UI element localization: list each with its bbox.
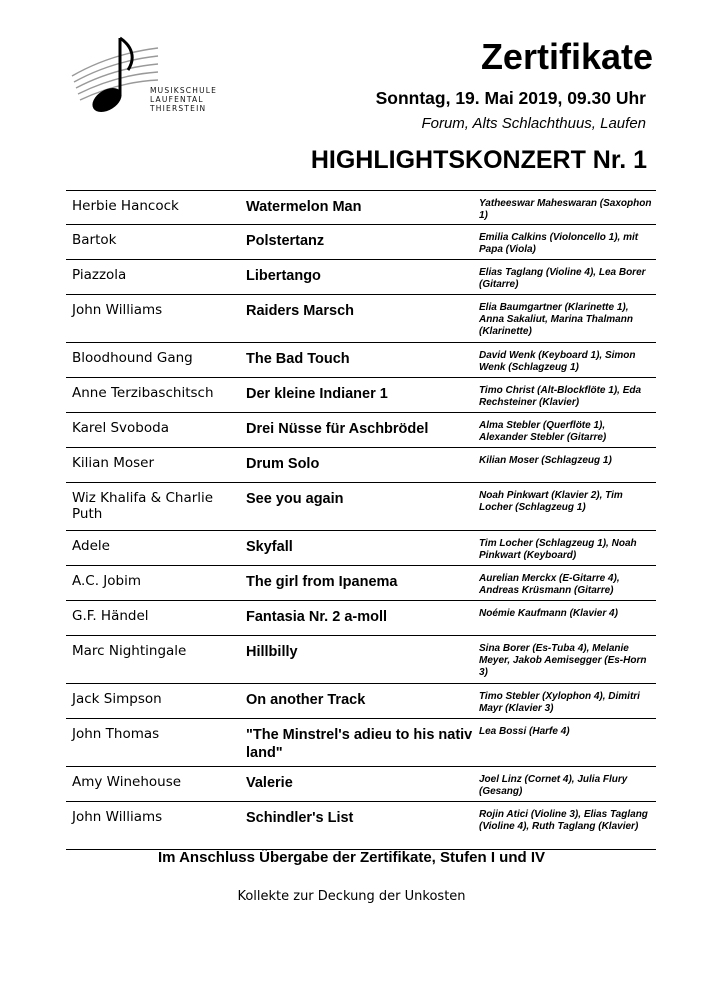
- program-row: [66, 802, 656, 850]
- composer-cell: Karel Svoboda: [72, 420, 169, 436]
- composer-cell: Jack Simpson: [72, 691, 162, 707]
- composer-cell: Marc Nightingale: [72, 643, 187, 659]
- piece-cell: Der kleine Indianer 1: [246, 386, 388, 402]
- performers-cell: Yatheeswar Maheswaran (Saxophon 1): [479, 198, 652, 221]
- composer-cell: Piazzola: [72, 267, 127, 283]
- piece-cell: The girl from Ipanema: [246, 574, 398, 590]
- program-row: [66, 684, 656, 719]
- composer-cell: A.C. Jobim: [72, 573, 142, 589]
- page-title: Zertifikate: [480, 36, 653, 77]
- performers-cell: David Wenk (Keyboard 1), Simon Wenk (Schlagzeug 1): [479, 350, 636, 373]
- piece-cell: See you again: [246, 491, 344, 507]
- performers-cell: Elia Baumgartner (Klarinette 1), Anna Sakaliut, Marina Thalmann (Klarinette): [479, 302, 633, 337]
- piece-cell: "The Minstrel's adieu to his nativ land": [246, 727, 473, 761]
- piece-cell: Drei Nüsse für Aschbrödel: [246, 421, 429, 437]
- program-row: [66, 483, 656, 531]
- program-row: [66, 531, 656, 566]
- program-row: [66, 295, 656, 343]
- performers-cell: Timo Stebler (Xylophon 4), Dimitri Mayr (Klavier 3): [479, 691, 640, 714]
- performers-cell: Alma Stebler (Querflöte 1), Alexander Stebler (Gitarre): [479, 420, 607, 443]
- performers-cell: Timo Christ (Alt-Blockflöte 1), Eda Rechsteiner (Klavier): [479, 385, 642, 408]
- piece-cell: Watermelon Man: [246, 199, 362, 215]
- program-row: [66, 566, 656, 601]
- composer-cell: Bartok: [72, 232, 117, 248]
- footer-announcement: Im Anschluss Übergabe der Zertifikate, Stufen I und IV: [157, 849, 546, 866]
- program-row: [66, 601, 656, 636]
- program-row: [66, 378, 656, 413]
- composer-cell: Amy Winehouse: [72, 774, 182, 790]
- piece-cell: Fantasia Nr. 2 a-moll: [246, 609, 388, 625]
- performers-cell: Tim Locher (Schlagzeug 1), Noah Pinkwart (Keyboard): [479, 538, 637, 561]
- piece-cell: Libertango: [246, 268, 321, 284]
- composer-cell: Wiz Khalifa & Charlie Puth: [72, 490, 214, 522]
- performers-cell: Lea Bossi (Harfe 4): [479, 726, 570, 737]
- performers-cell: Sina Borer (Es-Tuba 4), Melanie Meyer, Jakob Aemisegger (Es-Horn 3): [479, 643, 647, 678]
- footer-note: Kollekte zur Deckung der Unkosten: [237, 889, 466, 904]
- piece-cell: The Bad Touch: [246, 351, 350, 367]
- composer-cell: John Thomas: [72, 726, 160, 742]
- logo-line-3: THIERSTEIN: [150, 104, 207, 113]
- piece-cell: Polstertanz: [246, 233, 325, 249]
- composer-cell: John Williams: [72, 809, 163, 825]
- concert-title: HIGHLIGHTSKONZERT Nr. 1: [310, 146, 647, 174]
- event-date: Sonntag, 19. Mai 2019, 09.30 Uhr: [375, 88, 646, 108]
- school-logo: [70, 32, 245, 132]
- composer-cell: G.F. Händel: [72, 608, 149, 624]
- piece-cell: Schindler's List: [246, 810, 354, 826]
- performers-cell: Emilia Calkins (Violoncello 1), mit Papa (Viola): [479, 232, 639, 255]
- music-note-icon: [70, 32, 160, 132]
- composer-cell: Bloodhound Gang: [72, 350, 193, 366]
- program-row: [66, 343, 656, 378]
- performers-cell: Noah Pinkwart (Klavier 2), Tim Locher (Schlagzeug 1): [479, 490, 623, 513]
- program-row: [66, 413, 656, 448]
- program-row: [66, 260, 656, 295]
- piece-cell: Drum Solo: [246, 456, 320, 472]
- piece-cell: On another Track: [246, 692, 366, 708]
- performers-cell: Noémie Kaufmann (Klavier 4): [479, 608, 618, 619]
- logo-line-1: MUSIKSCHULE: [150, 86, 218, 95]
- program-row: [66, 448, 656, 483]
- performers-cell: Joel Linz (Cornet 4), Julia Flury (Gesang): [479, 774, 628, 797]
- program-row: [66, 191, 656, 225]
- program-row: [66, 719, 656, 767]
- program-row: [66, 225, 656, 260]
- composer-cell: Anne Terzibaschitsch: [72, 385, 214, 401]
- composer-cell: Adele: [72, 538, 110, 554]
- piece-cell: Hillbilly: [246, 644, 298, 660]
- composer-cell: John Williams: [72, 302, 163, 318]
- program-row: [66, 767, 656, 802]
- piece-cell: Skyfall: [246, 539, 293, 555]
- performers-cell: Aurelian Merckx (E-Gitarre 4), Andreas Krüsmann (Gitarre): [479, 573, 620, 596]
- performers-cell: Elias Taglang (Violine 4), Lea Borer (Gitarre): [479, 267, 646, 290]
- logo-line-2: LAUFENTAL: [150, 95, 204, 104]
- event-venue: Forum, Alts Schlachthuus, Laufen: [421, 115, 646, 132]
- piece-cell: Raiders Marsch: [246, 303, 354, 319]
- composer-cell: Herbie Hancock: [72, 198, 179, 214]
- program-table: [66, 190, 656, 850]
- composer-cell: Kilian Moser: [72, 455, 155, 471]
- program-row: [66, 636, 656, 684]
- performers-cell: Kilian Moser (Schlagzeug 1): [479, 455, 612, 466]
- performers-cell: Rojin Atici (Violine 3), Elias Taglang (Violine 4), Ruth Taglang (Klavier): [479, 809, 648, 832]
- piece-cell: Valerie: [246, 775, 293, 791]
